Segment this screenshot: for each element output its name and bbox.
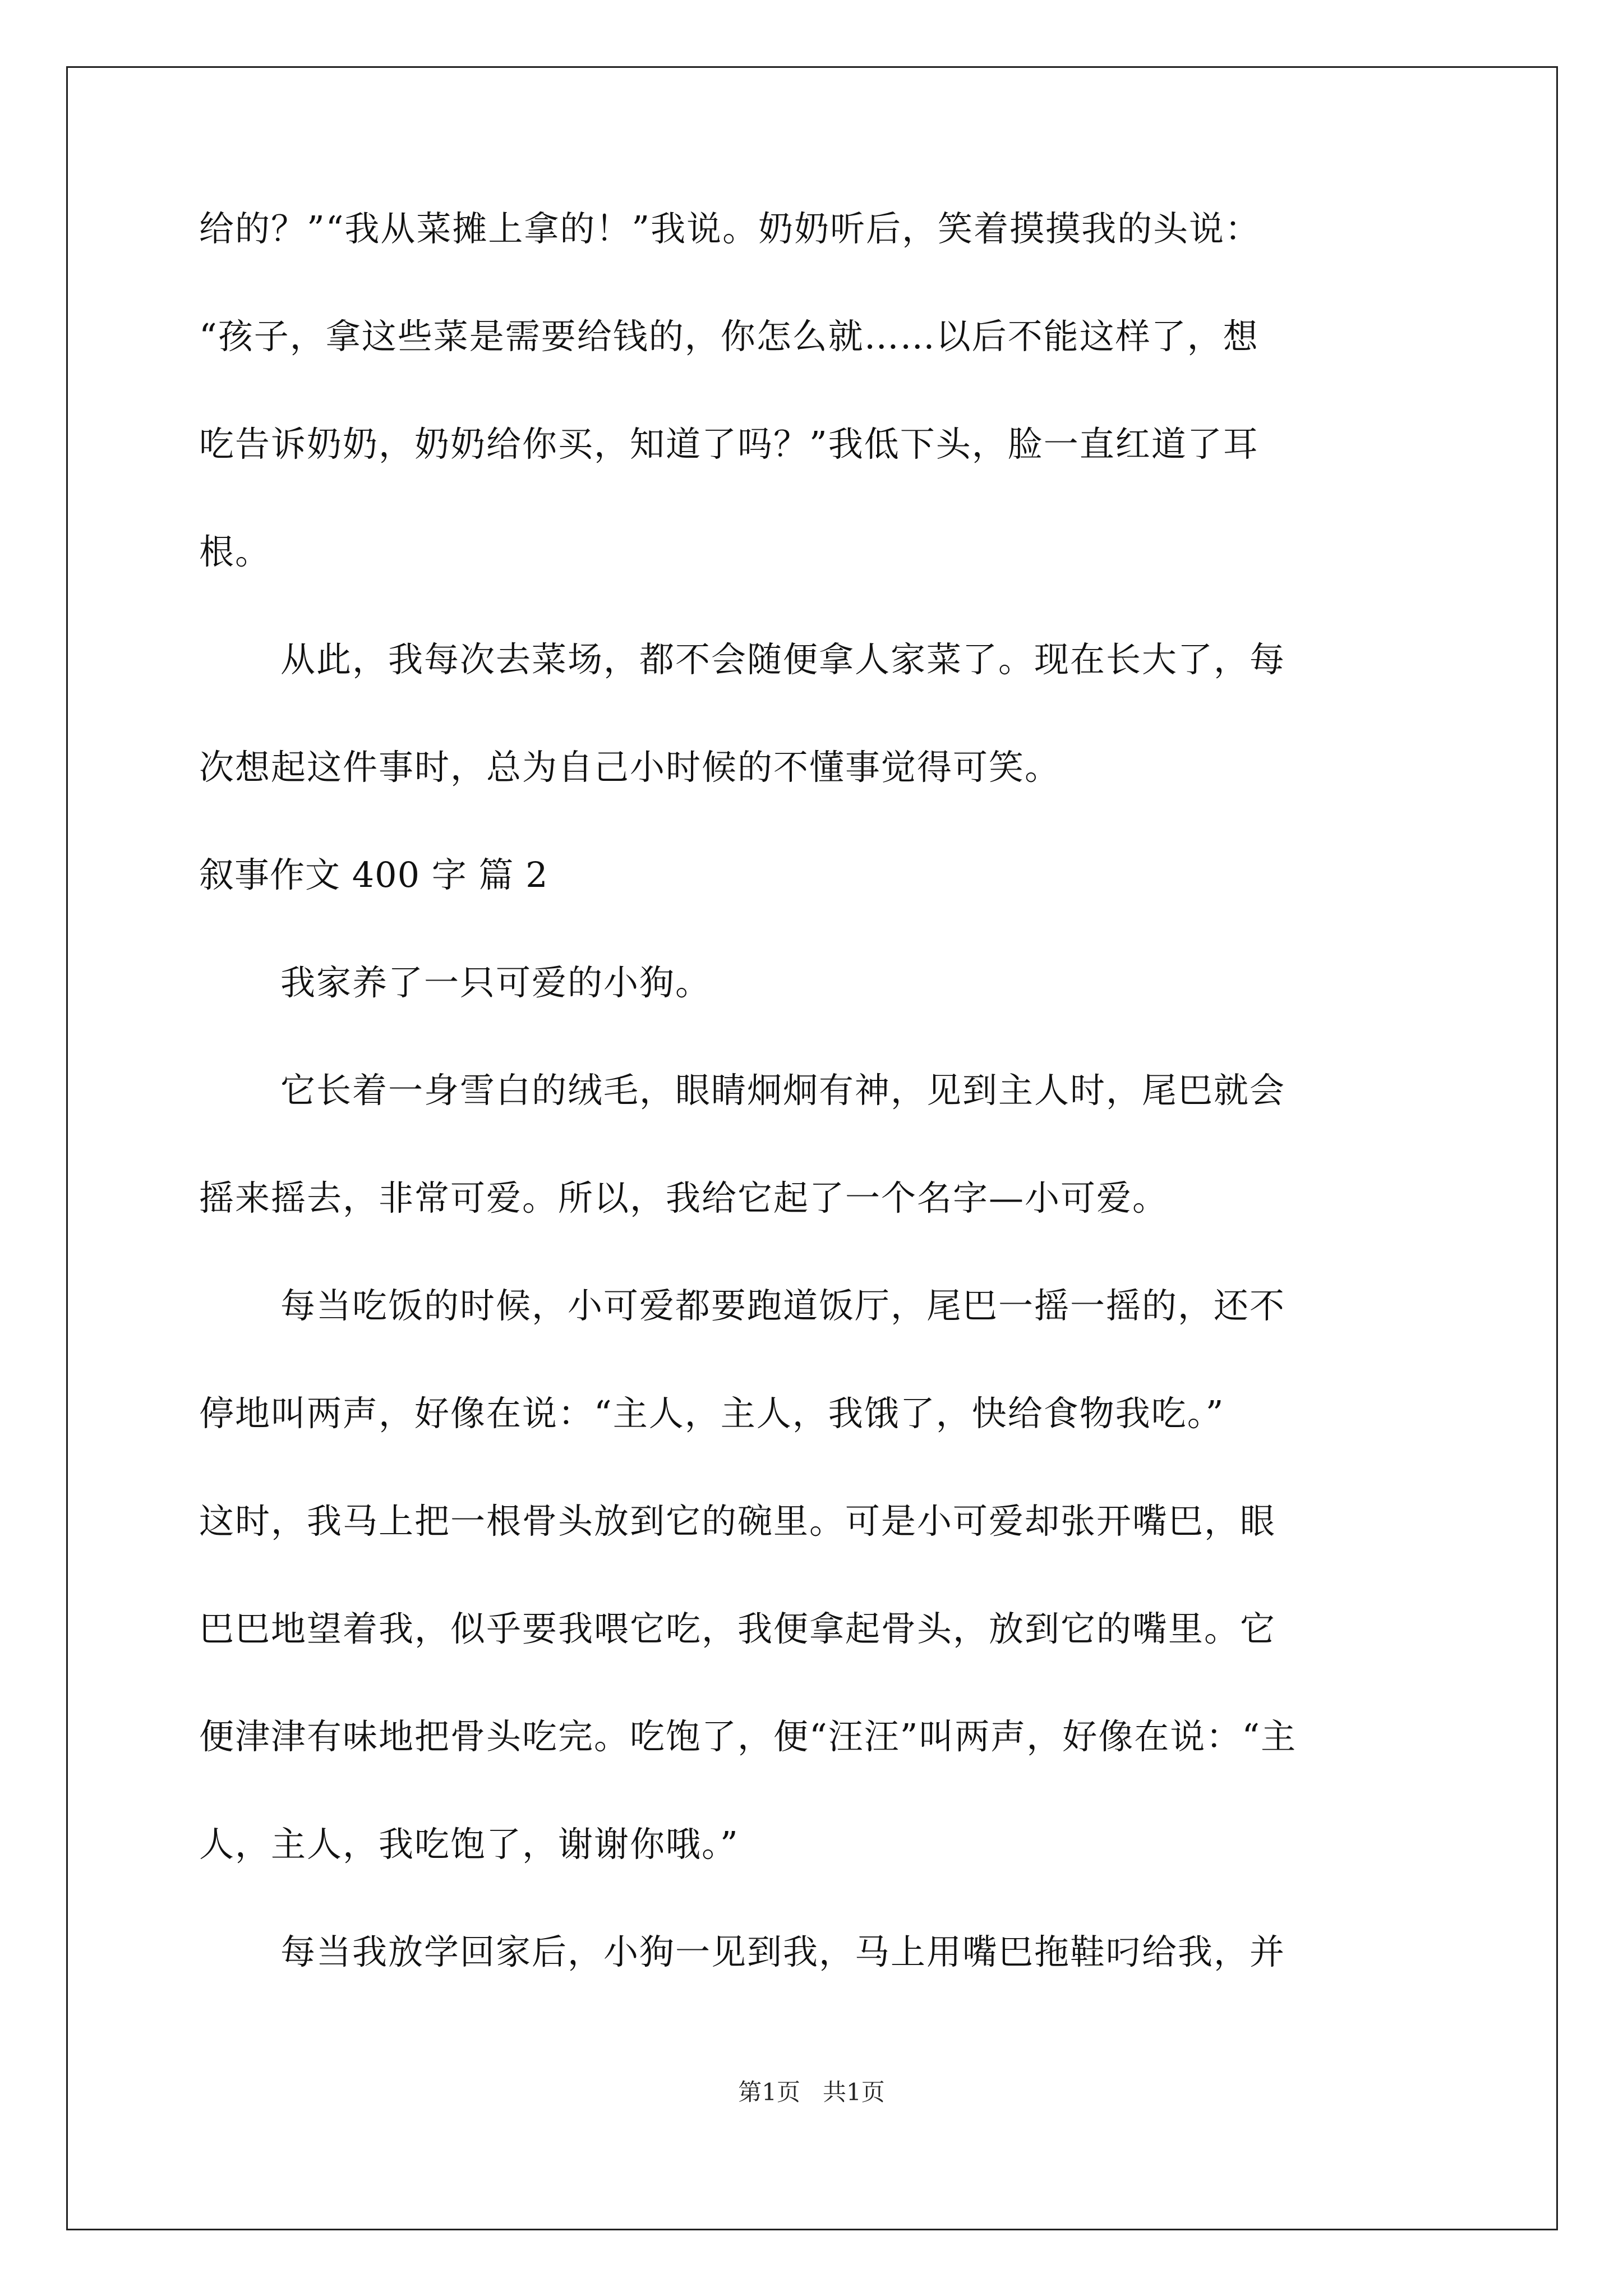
text-line: 次想起这件事时，总为自己小时候的不懂事觉得可笑。 [199, 747, 1061, 788]
section-heading: 叙事作文 400 字 篇 2 [199, 854, 548, 895]
text-line: 吃告诉奶奶，奶奶给你买，知道了吗？”我低下头，脸一直红道了耳 [199, 424, 1259, 464]
text-line: 人，主人，我吃饱了，谢谢你哦。” [199, 1824, 739, 1865]
text-line: 摇来摇去，非常可爱。所以，我给它起了一个名字—小可爱。 [199, 1177, 1169, 1218]
page-footer: 第1页 共1页 [738, 2078, 885, 2106]
paragraph-start-line: 每当我放学回家后，小狗一见到我，马上用嘴巴拖鞋叼给我，并 [280, 1931, 1286, 1972]
text-line: 巴巴地望着我，似乎要我喂它吃，我便拿起骨头，放到它的嘴里。它 [199, 1608, 1276, 1649]
text-line: 给的？”“我从菜摊上拿的！”我说。奶奶听后，笑着摸摸我的头说： [199, 208, 1261, 249]
text-line: 根。 [199, 531, 271, 572]
text-line: “孩子，拿这些菜是需要给钱的，你怎么就……以后不能这样了，想 [199, 316, 1259, 357]
paragraph-start-line: 我家养了一只可爱的小狗。 [280, 962, 712, 1003]
paragraph-start-line: 每当吃饭的时候，小可爱都要跑道饭厅，尾巴一摇一摇的，还不 [280, 1285, 1286, 1326]
paragraph-start-line: 从此，我每次去菜场，都不会随便拿人家菜了。现在长大了，每 [280, 639, 1286, 680]
paragraph-start-line: 它长着一身雪白的绒毛，眼睛炯炯有神，见到主人时，尾巴就会 [280, 1070, 1286, 1111]
page-border [66, 66, 1558, 2230]
text-line: 停地叫两声，好像在说：“主人，主人，我饿了，快给食物我吃。” [199, 1393, 1225, 1434]
text-line: 这时，我马上把一根骨头放到它的碗里。可是小可爱却张开嘴巴，眼 [199, 1501, 1276, 1542]
text-line: 便津津有味地把骨头吃完。吃饱了，便“汪汪”叫两声，好像在说：“主 [199, 1716, 1297, 1757]
